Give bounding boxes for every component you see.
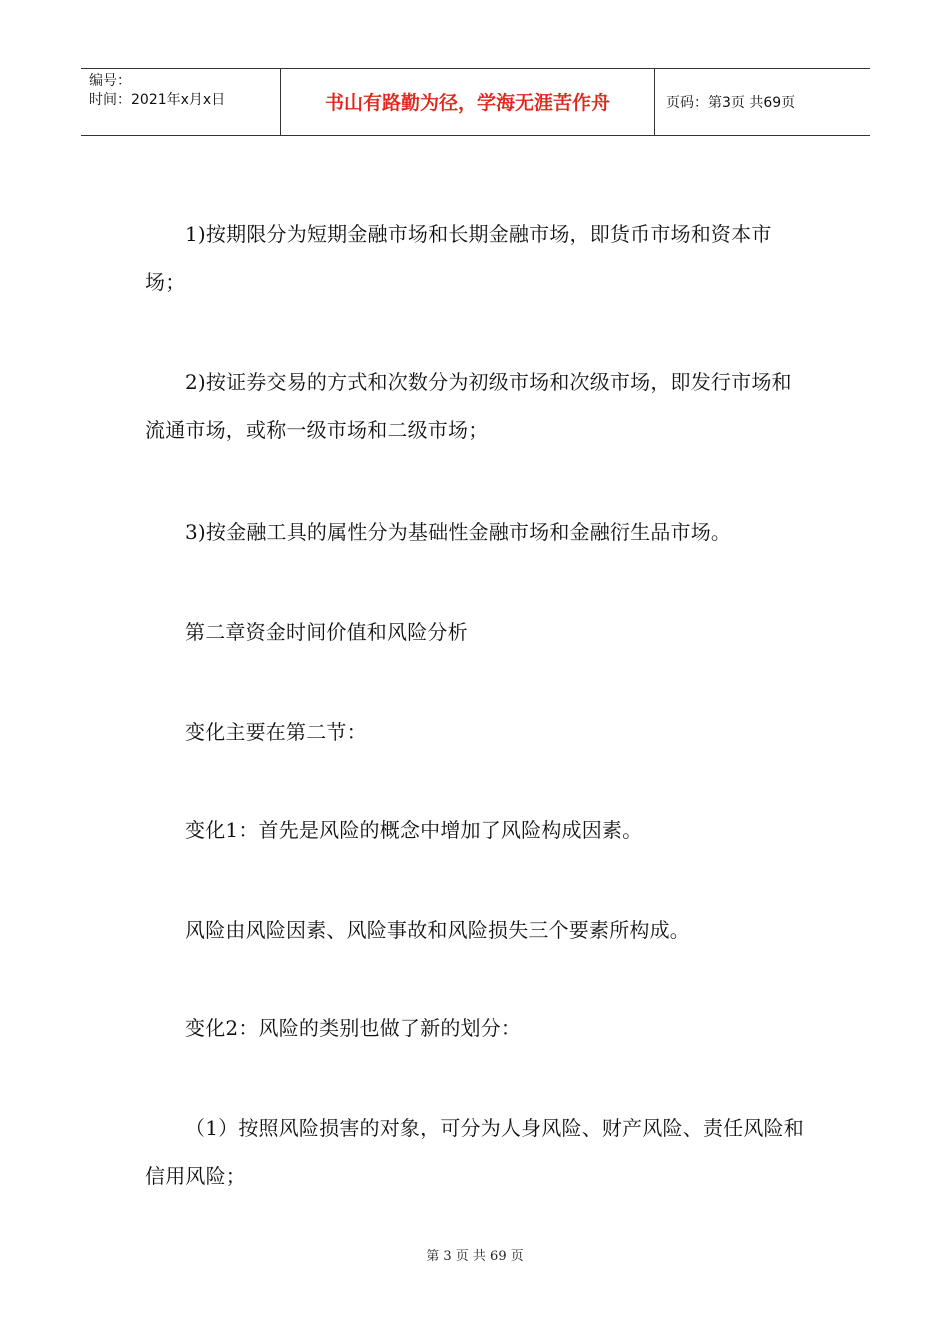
header-page-info: 页码：第3页 共69页 (666, 95, 796, 111)
paragraph-1: 1)按期限分为短期金融市场和长期金融市场，即货币市场和资本市场； (145, 222, 772, 294)
header-motto: 书山有路勤为径，学海无涯苦作舟 (281, 69, 655, 135)
paragraph-4: 变化主要在第二节： (185, 720, 367, 744)
paragraph-3: 3)按金融工具的属性分为基础性金融市场和金融衍生品市场。 (185, 520, 732, 544)
header-meta (81, 69, 281, 135)
page-header (81, 68, 870, 136)
document-time: 时间：2021年x月x日 (89, 92, 226, 108)
paragraph-8: （1）按照风险损害的对象，可分为人身风险、财产风险、责任风险和信用风险； (145, 1116, 804, 1188)
document-number-label: 编号： (89, 73, 131, 89)
paragraph-7: 变化2：风险的类别也做了新的划分： (185, 1016, 522, 1040)
paragraph-2: 2)按证券交易的方式和次数分为初级市场和次级市场，即发行市场和流通市场，或称一级市场和二级市场； (145, 370, 792, 442)
paragraph-6: 风险由风险因素、风险事故和风险损失三个要素所构成。 (185, 918, 690, 942)
paragraph-5: 变化1：首先是风险的概念中增加了风险构成因素。 (185, 818, 643, 842)
page-footer: 第 3 页 共 69 页 (426, 1249, 524, 1264)
chapter-heading: 第二章资金时间价值和风险分析 (185, 620, 468, 644)
